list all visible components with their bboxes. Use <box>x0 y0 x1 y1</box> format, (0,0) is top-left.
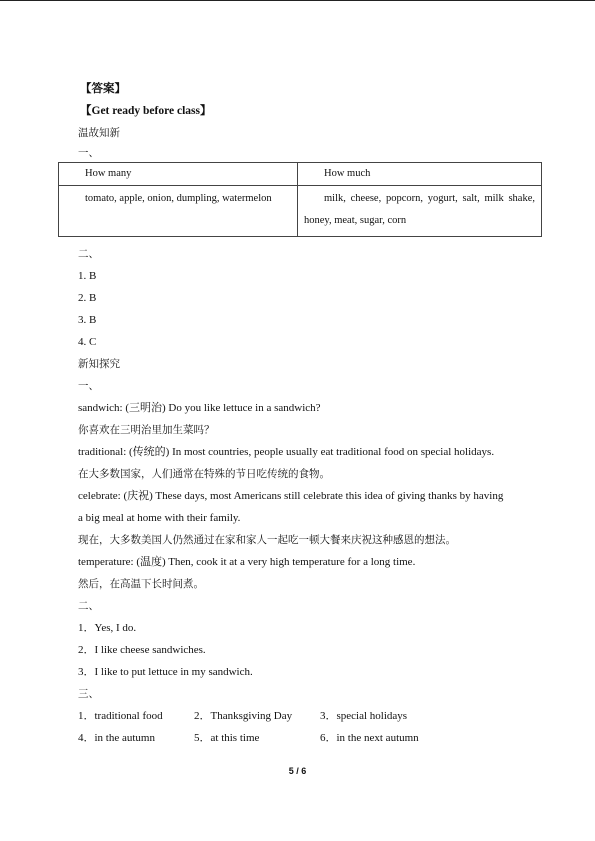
part3-answer-3: 3．special holidays <box>320 710 408 722</box>
section-heading: 【Get ready before class】 <box>80 105 212 117</box>
table-header-row <box>59 163 542 186</box>
vocab-celebrate-translation: 现在，大多数美国人仍然通过在家和家人一起吃一顿大餐来庆祝这种感恩的想法。 <box>78 534 456 546</box>
vocab-traditional-translation: 在大多数国家，人们通常在特殊的节日吃传统的食物。 <box>78 468 330 480</box>
vocab-temperature: temperature: (温度) Then, cook it at a very high temperature for a long time. <box>78 556 416 568</box>
review-answer-1: 1. B <box>78 270 97 282</box>
part2-answer-3: 3．I like to put lettuce in my sandwich. <box>78 666 253 678</box>
vocab-sandwich-translation: 你喜欢在三明治里加生菜吗？ <box>78 424 215 436</box>
part3-answer-2: 2．Thanksgiving Day <box>194 710 293 722</box>
new-part1-label: 一、 <box>78 380 99 392</box>
part3-answer-1: 1．traditional food <box>78 710 163 722</box>
review-part1-label: 一、 <box>78 147 99 159</box>
how-many-content: tomato, apple, onion, dumpling, watermelon <box>85 193 272 204</box>
part3-row-1 <box>78 705 542 727</box>
part3-row-2 <box>78 727 542 749</box>
review-answer-2: 2. B <box>78 292 97 304</box>
new-title: 新知探究 <box>78 358 120 370</box>
part3-answer-6: 6．in the next autumn <box>320 732 419 744</box>
part2-answer-1: 1．Yes, I do. <box>78 622 137 634</box>
new-part3-label: 三、 <box>78 688 99 700</box>
vocab-traditional: traditional: (传统的) In most countries, people usually eat traditional food on special holidays. <box>78 446 495 458</box>
review-part2-label: 二、 <box>78 248 99 260</box>
how-much-content: milk, cheese, popcorn, yogurt, salt, milk shake, honey, meat, sugar, corn <box>304 193 535 226</box>
review-answer-4: 4. C <box>78 336 97 348</box>
how-many-header: How many <box>59 163 298 186</box>
part2-answer-2: 2．I like cheese sandwiches. <box>78 644 206 656</box>
vocab-temperature-translation: 然后，在高温下长时间煮。 <box>78 578 204 590</box>
count-table <box>58 162 542 237</box>
top-rule <box>0 0 595 1</box>
new-part2-label: 二、 <box>78 600 99 612</box>
review-title: 温故知新 <box>78 127 120 139</box>
part3-answer-5: 5．at this time <box>194 732 260 744</box>
review-answer-3: 3. B <box>78 314 97 326</box>
how-much-header: How much <box>298 163 542 186</box>
how-many-cell <box>59 186 298 237</box>
part3-answer-4: 4．in the autumn <box>78 732 155 744</box>
table-content-row <box>59 186 542 237</box>
vocab-celebrate: celebrate: (庆祝) These days, most Americans still celebrate this idea of giving thanks by having <box>78 490 504 502</box>
answer-heading: 【答案】 <box>80 83 126 95</box>
vocab-sandwich: sandwich: (三明治) Do you like lettuce in a sandwich? <box>78 402 321 414</box>
vocab-celebrate-continued: a big meal at home with their family. <box>78 512 241 524</box>
page-number: 5 / 6 <box>288 766 307 776</box>
how-much-cell <box>298 186 542 237</box>
answer-page <box>78 78 542 749</box>
